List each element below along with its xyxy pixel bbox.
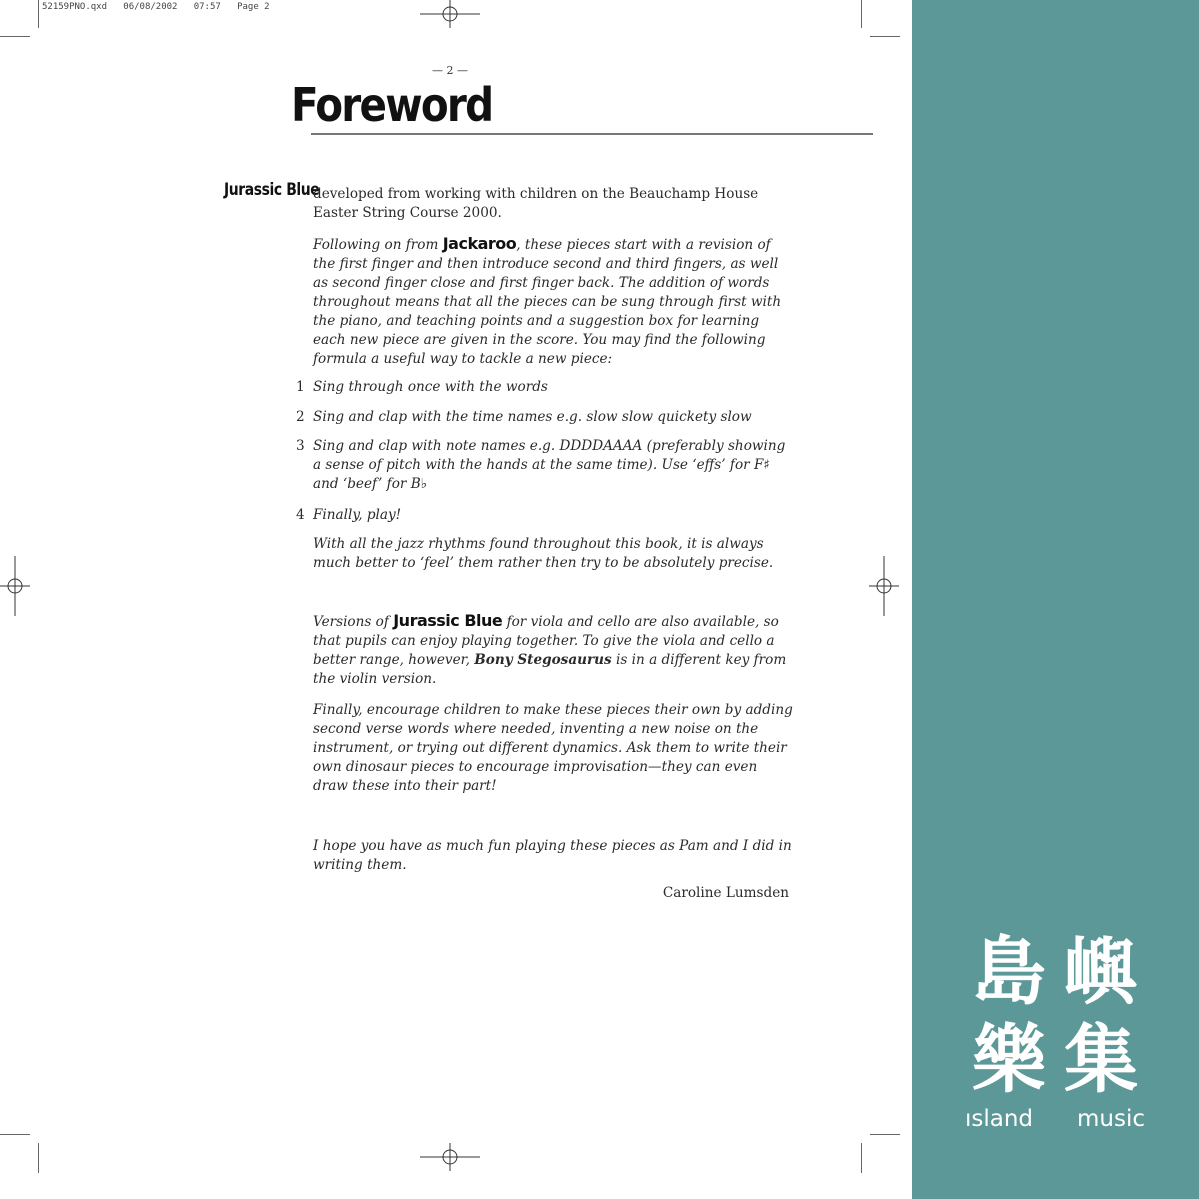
list-item [296,437,793,494]
versions-paragraph [313,611,793,689]
method-paragraph [313,234,793,369]
registration-mark-icon [0,556,30,616]
jackaroo-title: Jackaroo [442,234,517,253]
page-number: — 2 — [432,64,468,77]
list-item [296,378,793,397]
crop-mark [870,36,900,37]
registration-mark-icon [420,1143,480,1171]
logo-char: 集 [1064,1017,1138,1103]
rhythm-paragraph [313,535,793,573]
crop-mark [38,0,39,28]
author-signature: Caroline Lumsden [662,885,789,901]
logo-sub-right: music [1076,1106,1145,1132]
list-item-number: 1 [296,379,305,395]
list-item-text: Sing through once with the words [313,379,548,395]
crop-mark [870,1134,900,1135]
bony-stegosaurus-title: Bony Stegosaurus [474,652,612,668]
jurassic-blue-title: Jurassic Blue [393,611,503,630]
book-title-marginal: Jurassic Blue [224,180,320,200]
registration-mark-icon [420,0,480,28]
intro-text: developed from working with children on the Beauchamp House Easter String Course 2000. [313,186,759,221]
encourage-paragraph [313,701,793,796]
list-item [296,506,793,525]
list-item-number: 4 [296,507,305,523]
title-underline [311,133,873,135]
list-item-text: Finally, play! [313,507,402,523]
registration-mark-icon [869,556,899,616]
list-item-number: 2 [296,409,305,425]
logo-char: 樂 [972,1017,1046,1103]
logo-char: 嶼 [1064,929,1138,1015]
rhythm-text: With all the jazz rhythms found throughout this book, it is always much better to ‘feel’ them rather then try to be absolutely precise. [313,536,774,571]
logo-char: 島 [972,929,1046,1015]
list-item [296,408,793,427]
versions-pre: Versions of [313,614,394,630]
method-text: , these pieces start with a revision of the first finger and then introduce second and third fingers, as well as second finger close and first finger back. The addition of words throughout means that all the pieces can be sung through first with the piano, and teaching points and a suggestion box for learning each new piece are given in the score. You may find the following formula a useful way to tackle a new piece: [313,237,782,367]
crop-mark [38,1143,39,1173]
crop-mark [861,0,862,28]
list-item-text: Sing and clap with note names e.g. DDDDAAAA (preferably showing a sense of pitch with the hands at the same time). Use ‘effs’ for F♯ and ‘beef’ for B♭ [313,438,786,492]
method-pre: Following on from [313,237,443,253]
logo-sub-left: ısland [965,1106,1034,1132]
versions-mid: for viola and cello are also available, so that pupils can enjoy playing together. To give the viola and cello a better range, however, [313,614,779,668]
island-music-logo [965,928,1145,1132]
closing-paragraph [313,837,793,875]
crop-mark [0,36,30,37]
versions-post: is in a different key from the violin version. [313,652,787,687]
intro-paragraph [313,185,793,223]
file-slug: 52159PNO.qxd 06/08/2002 07:57 Page 2 [42,2,270,12]
crop-mark [0,1134,30,1135]
list-item-text: Sing and clap with the time names e.g. slow slow quickety slow [313,409,752,425]
crop-mark [861,1143,862,1173]
closing-text: I hope you have as much fun playing these pieces as Pam and I did in writing them. [313,838,792,873]
encourage-text: Finally, encourage children to make these pieces their own by adding second verse words where needed, inventing a new noise on the instrument, or trying out different dynamics. Ask them to write their own dinosaur pieces to encourage improvisation—they can even draw these into their part! [313,702,793,794]
list-item-number: 3 [296,438,305,454]
page-title: Foreword [291,78,493,132]
